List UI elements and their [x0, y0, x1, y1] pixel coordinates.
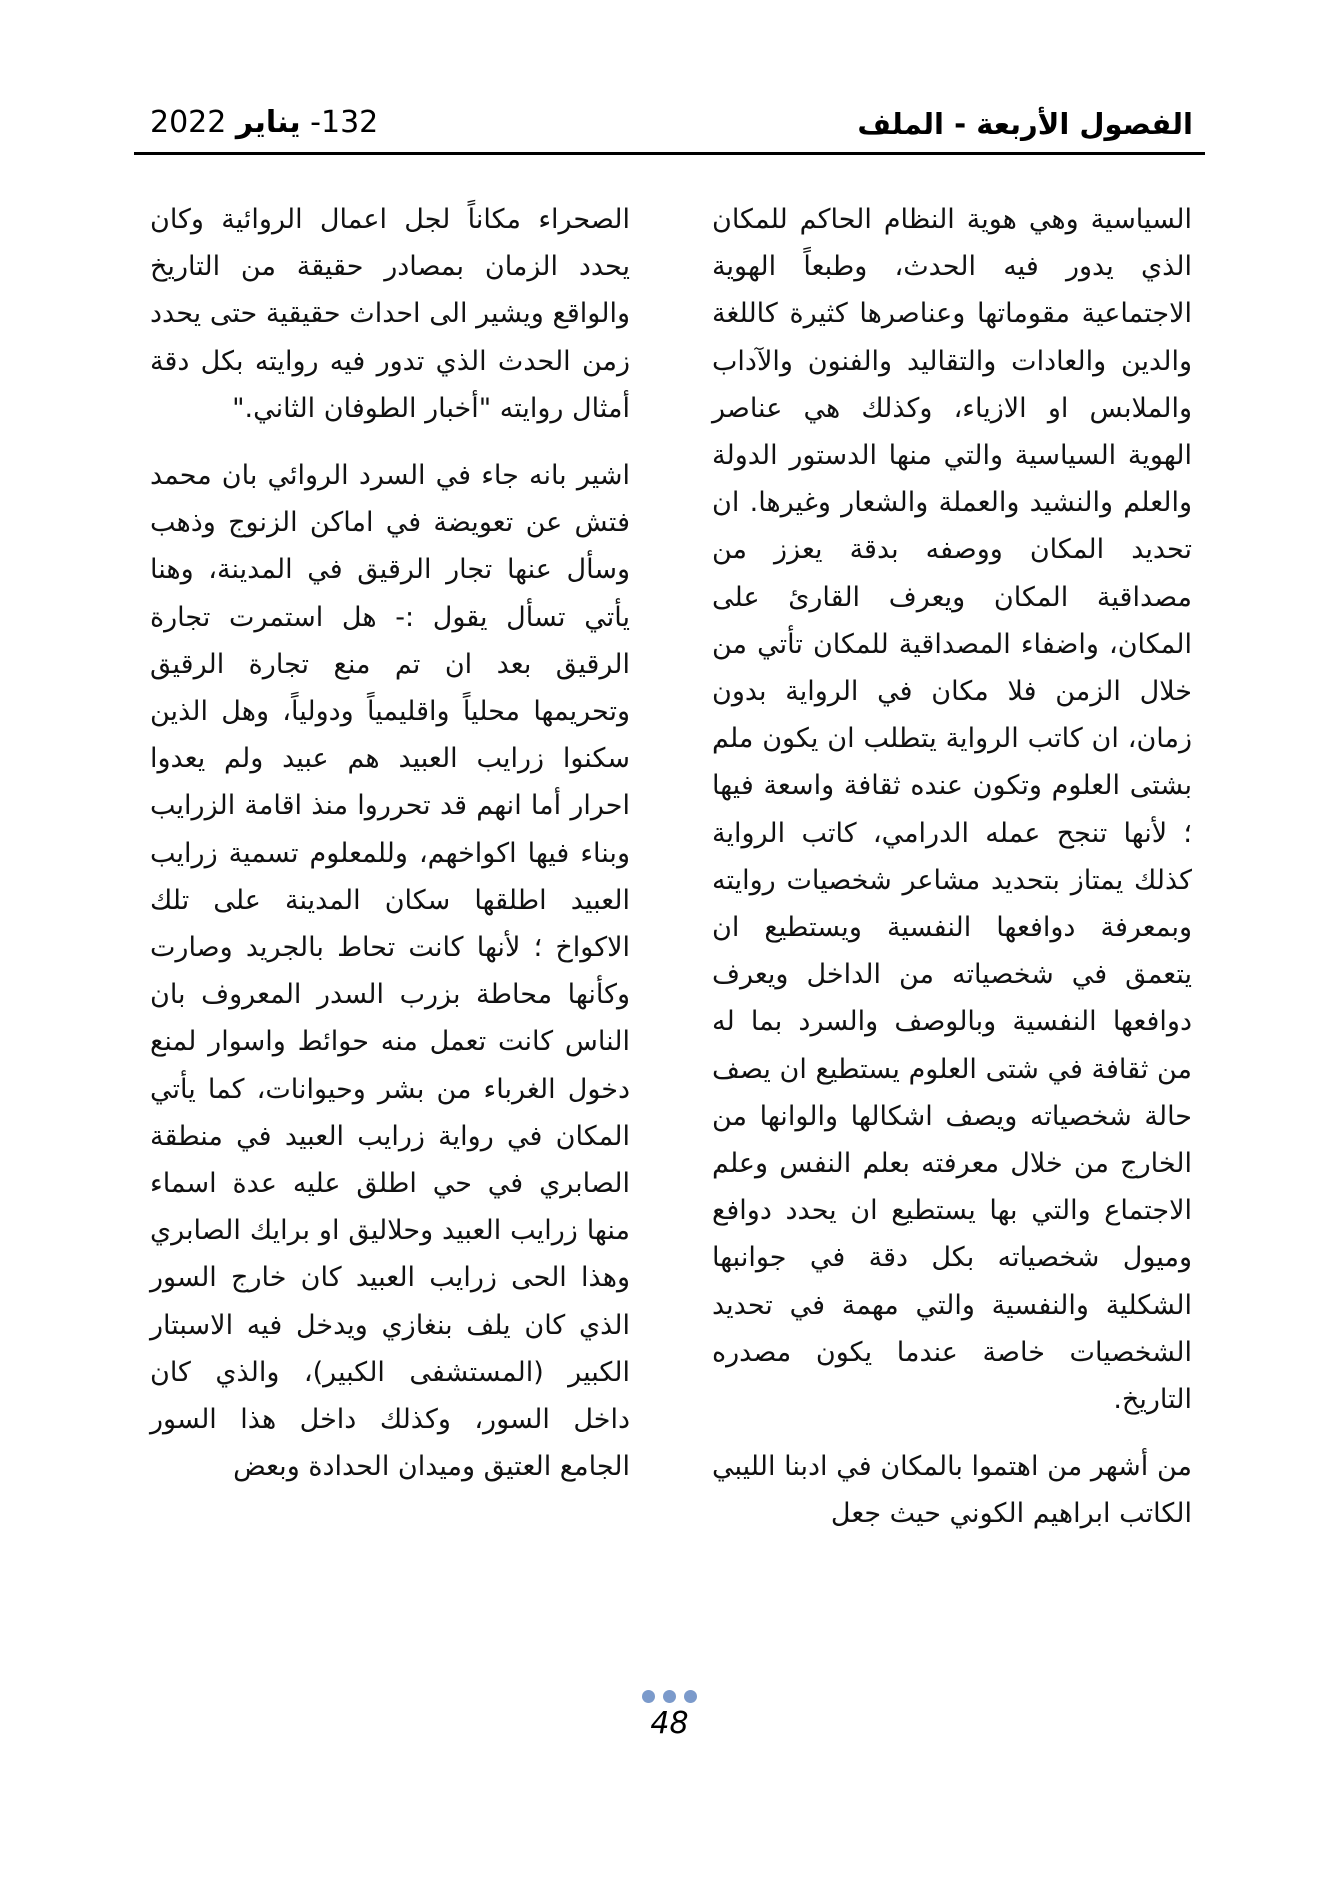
paragraph: من أشهر من اهتموا بالمكان في ادبنا الليبي الكاتب ابراهيم الكوني حيث جعل	[712, 1451, 1192, 1530]
ornament-dots-icon	[0, 1690, 1339, 1704]
issue-info	[150, 104, 378, 142]
issue-number: 132-	[310, 105, 379, 140]
dot-icon	[642, 1690, 655, 1703]
page-number: 48	[650, 1706, 689, 1741]
dot-icon	[684, 1690, 697, 1703]
right-text-column	[712, 196, 1192, 1558]
paragraph: السياسية وهي هوية النظام الحاكم للمكان الذي يدور فيه الحدث، وطبعاً الهوية الاجتماعية مقوماتها وعناصرها كثيرة كاللغة والدين والعادات والتقاليد والفنون والآداب والملابس او الازياء، وكذلك هي عناصر الهوية السياسية والتي منها الدستور الدولة والعلم والنشيد والعملة والشعار وغيرها. ان تحديد المكان ووصفه بدقة يعزز من مصداقية المكان ويعرف القارئ على المكان، واضفاء المصداقية للمكان تأتي من خلال الزمن فلا مكان في الرواية بدون زمان، ان كاتب الرواية يتطلب ان يكون ملم بشتى العلوم وتكون عنده ثقافة واسعة فيها ؛ لأنها تنجح عمله الدرامي، كاتب الرواية كذلك يمتاز بتحديد مشاعر شخصيات روايته وبمعرفة دوافعها النفسية ويستطيع ان يتعمق في شخصياته من الداخل ويعرف دوافعها النفسية وبالوصف والسرد بما له من ثقافة في شتى العلوم يستطيع ان يصف حالة شخصياته ويصف اشكالها والوانها من الخارج من خلال معرفته بعلم النفس وعلم الاجتماع والتي بها يستطيع ان يحدد دوافع وميول شخصياته بكل دقة في جوانبها الشكلية والنفسية والتي مهمة في تحديد الشخصيات خاصة عندما يكون مصدره التاريخ.	[712, 204, 1192, 1416]
page-footer	[0, 1690, 1339, 1742]
issue-month: يناير	[235, 105, 301, 140]
paragraph: اشير بانه جاء في السرد الروائي بان محمد فتش عن تعويضة في اماكن الزنوج وذهب وسأل عنها تجار الرقيق في المدينة، وهنا يأتي تسأل يقول :- هل استمرت تجارة الرقيق بعد ان تم منع تجارة الرقيق وتحريمها محلياً واقليمياً ودولياً، وهل الذين سكنوا زرايب العبيد هم عبيد ولم يعدوا احرار أما انهم قد تحرروا منذ اقامة الزرايب وبناء فيها اكواخهم، وللمعلوم تسمية زرايب العبيد اطلقها سكان المدينة على تلك الاكواخ ؛ لأنها كانت تحاط بالجريد وصارت وكأنها محاطة بزرب السدر المعروف بان الناس كانت تعمل منه حوائط واسوار لمنع دخول الغرباء من بشر وحيوانات، كما يأتي المكان في رواية زرايب العبيد في منطقة الصابري في حي اطلق عليه عدة اسماء منها زرايب العبيد وحلاليق او برايك الصابري وهذا الحى زرايب العبيد كان خارج السور الذي كان يلف بنغازي ويدخل فيه الاسبتار الكبير (المستشفى الكبير)، والذي كان داخل السور، وكذلك داخل هذا السور الجامع العتيق وميدان الحدادة وبعض	[150, 460, 630, 1483]
magazine-section-title: الفصول الأربعة - الملف	[857, 107, 1193, 141]
issue-year: 2022	[150, 105, 227, 140]
left-text-column	[150, 196, 630, 1510]
dot-icon	[663, 1690, 676, 1703]
paragraph: الصحراء مكاناً لجل اعمال الروائية وكان يحدد الزمان بمصادر حقيقة من التاريخ والواقع ويشير الى احداث حقيقية حتى يحدد زمن الحدث الذي تدور فيه روايته بكل دقة أمثال روايته "أخبار الطوفان الثاني."	[150, 204, 630, 424]
page-header	[134, 96, 1205, 155]
